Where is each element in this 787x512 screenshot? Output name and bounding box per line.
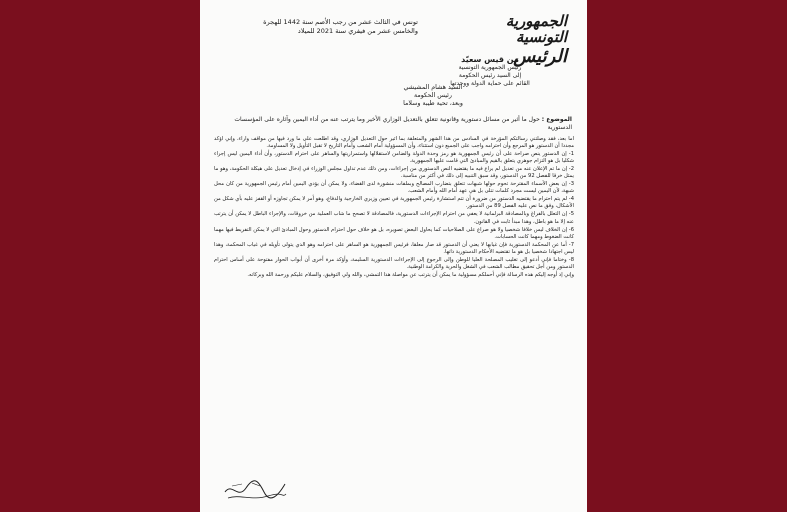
body-paragraph: 4- لم يتم احترام ما يقتضيه الدستور من ضرورة أن تتم استشارة رئيس الجمهورية في تعيين وزيري الخارجية والدفاع، وهو أمر لا يمكن تجاوزه أو القفز عليه بأي شكل من الأشكال، وفق ما نص عليه الفصل 89 من الدستور. [214,196,574,210]
right-frame-border [587,0,787,512]
sender-name: من قيس سعيّد [461,55,519,64]
subject-line [216,116,572,132]
subject-label: الموضوع : [541,116,572,123]
letter-page [200,0,587,512]
letterhead-title: الرئيس [513,45,567,67]
letter-body [214,136,574,484]
body-paragraph: 6- إن الخلاف ليس خلافا شخصيا ولا هو صراع على الصلاحيات كما يحاول البعض تصويره، بل هو خلاف حول احترام الدستور وحول المبادئ التي لا يمكن التفريط فيها مهما كانت الضغوط ومهما كانت الحسابات. [214,226,574,240]
signature-area [222,474,288,504]
recipient-title: رئيس الحكومة [414,92,452,99]
left-frame-border [0,0,200,512]
recipient-block [368,84,498,108]
body-paragraph: 7- أما عن المحكمة الدستورية فإن غيابها لا يعني أن الدستور قد صار معلقا، فرئيس الجمهورية هو الساهر على احترامه وهو الذي يتولى تأويله في غياب المحكمة، وهذا ليس اجتهادا شخصيا بل هو ما تقتضيه الأحكام الدستورية ذاتها. [214,241,574,255]
sender-addressee: إلى السيد رئيس الحكومة [458,72,522,79]
recipient-greeting: وبعد، تحية طيبة وسلاما [403,100,463,107]
letterhead-country: الجمهورية التونسية [505,12,567,46]
handwritten-signature [222,474,288,504]
body-paragraph: 8- وختاما فإني أدعو إلى تغليب المصلحة العليا للوطن وإلى الرجوع إلى الإجراءات الدستورية السليمة، وأؤكد مرة أخرى أن أبواب الحوار مفتوحة على أساس احترام الدستور ومن أجل تحقيق مطالب الشعب في الشغل والحرية والكرامة الوطنية. [214,256,574,270]
sender-title: رئيس الجمهورية التونسية [458,64,522,71]
recipient-name: السيد هشام المشيشي [403,84,463,91]
body-paragraph: أما بعد، فقد وصلتني رسالتكم المؤرخة في السادس من هذا الشهر والمتعلقة بما أثير حول التعديل الوزاري، وقد اطلعت على ما ورد فيها من مواقف وآراء، وإني أؤكد مجددا أن الدستور هو المرجع وأن احترامه واجب على الجميع دون استثناء، وأن المسؤولية أمام الشعب وأمام التاريخ لا تقبل التأويل ولا المساومة. [214,136,574,150]
subject-text: حول ما أثير من مسائل دستورية وقانونية تتعلق بالتعديل الوزاري الأخير وما يترتب عنه من أداء اليمين وآثاره على المؤسسات الدستورية [234,116,572,131]
body-paragraph: 5- إن التعلل بالفراغ وبالمصادقة البرلمانية لا يعفي من احترام الإجراءات الدستورية، فالمصادقة لا تصحح ما شاب العملية من خروقات، والإجراء الباطل لا يمكن أن يترتب عنه إلا ما هو باطل، وهذا مبدأ ثابت في القانون. [214,211,574,225]
dateline-hijri: تونس في الثالث عشر من رجب الأصم سنة 1442 للهجرة [263,18,418,26]
body-paragraph: 3- إن بعض الأسماء المقترحة تحوم حولها شبهات تتعلق بتضارب المصالح وبملفات منشورة لدى القضاء، ولا يمكن أن يؤدي اليمين أمام رئيس الجمهورية من كان محل شبهة، لأن اليمين ليست مجرد كلمات تتلى بل هي عهد أمام الله وأمام الشعب. [214,181,574,195]
body-paragraph: وإني إذ أوجه إليكم هذه الرسالة فإني أحملكم مسؤولية ما يمكن أن يترتب عن مواصلة هذا التمشي، والله ولي التوفيق، والسلام عليكم ورحمة الله وبركاته. [247,271,574,278]
body-paragraph: 1- إن الدستور ينص صراحة على أن رئيس الجمهورية هو رمز وحدة الدولة والضامن لاستقلالها واستمراريتها والساهر على احترام الدستور، وأن أداء اليمين ليس إجراء شكليا بل هو التزام جوهري يتعلق بالقيم والمبادئ التي قامت عليها الجمهورية. [214,151,574,165]
dateline-gregorian: والخامس عشر من فيفري سنة 2021 للميلاد [297,27,418,35]
dateline [218,18,418,36]
body-paragraph: 2- إن ما تم الإعلان عنه من تعديل لم يراع فيه ما يقتضيه النص الدستوري من إجراءات، ومن ذلك عدم تداول مجلس الوزراء في إدخال تعديل على هيكلة الحكومة، وهو ما يمثل خرقا للفصل 92 من الدستور، وقد سبق التنبيه إلى ذلك في أكثر من مناسبة. [214,166,574,180]
sender-role: القائم على حماية الدولة ووحدتها [450,80,530,87]
